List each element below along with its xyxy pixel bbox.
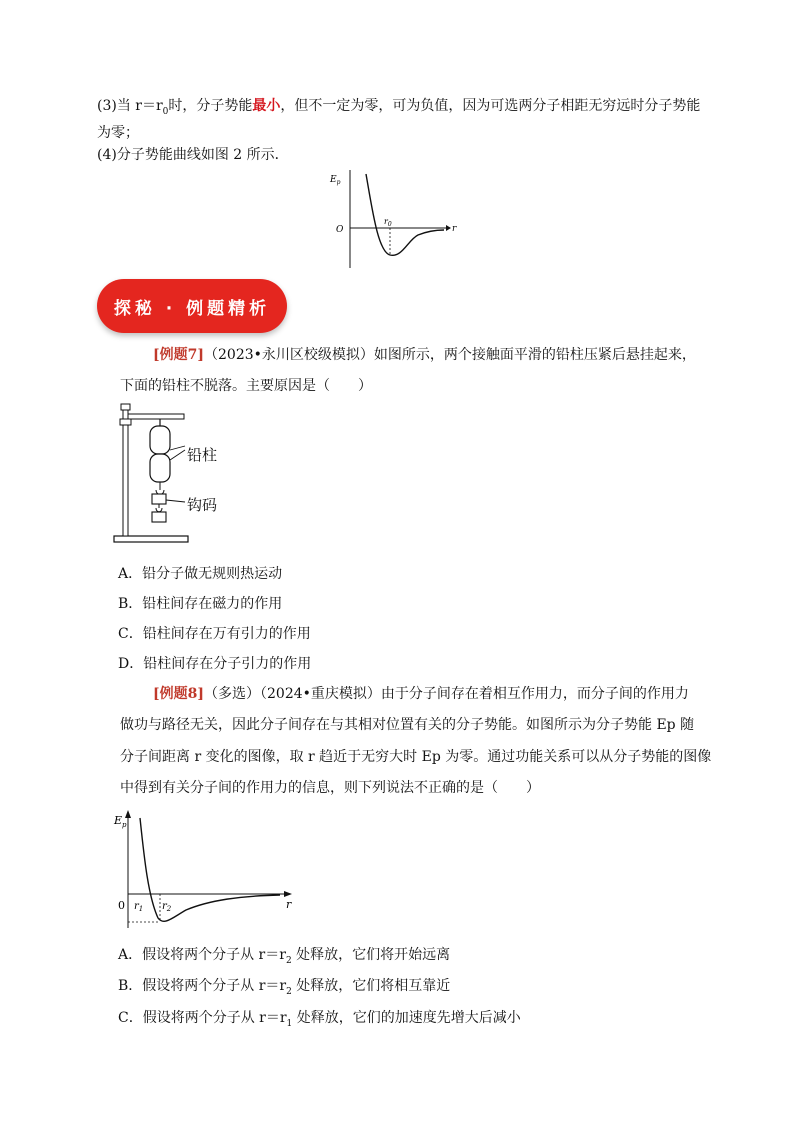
apparatus-stand: [123, 408, 128, 536]
example7-line1: [153, 345, 696, 365]
fig8-xlabel: r: [286, 898, 292, 911]
banner-text: 探秘 · 例题精析: [113, 298, 271, 319]
example7-option-b: B．铅柱间存在磁力的作用: [118, 596, 283, 612]
fig2-curve: [366, 174, 444, 255]
point-4: (4)分子势能曲线如图 2 所示．: [97, 147, 289, 163]
example7-option-c: C．铅柱间存在万有引力的作用: [118, 626, 311, 642]
fig8-r2-label: $r_2$: [162, 901, 172, 913]
fig2-xlabel: r: [452, 224, 457, 234]
fig8-curve: [140, 818, 280, 921]
lead-cylinder-top: [150, 426, 170, 454]
point-3-text-c: ，但不一定为零，可为负值，因为可选两分子相距无穷远时分子势能: [280, 98, 701, 114]
lower-hook: [156, 482, 164, 495]
weight-2: [152, 512, 166, 522]
point-3-line1: [97, 96, 700, 122]
weight-label: 钩码: [187, 496, 218, 514]
fig8-r1-label: $r_1$: [134, 901, 144, 913]
lead-label: 铅柱: [187, 446, 218, 464]
apparatus-arm: [128, 414, 184, 419]
example8-line1: [153, 684, 689, 704]
weight-1: [152, 494, 166, 504]
fig2-ylabel: $E_p$: [330, 175, 341, 186]
point-3-text-a: (3)当 r＝r: [97, 98, 163, 114]
lead-cylinder-bottom: [150, 454, 170, 482]
apparatus-base: [114, 536, 188, 542]
fig2-origin: O: [336, 225, 344, 235]
example7-line1-text: （2023•永川区校级模拟）如图所示，两个接触面平滑的铅柱压紧后悬挂起来，: [204, 347, 696, 363]
arm-clamp: [120, 419, 131, 425]
example8-option-b: B．假设将两个分子从 $r=r_2$ 处释放，它们将相互靠近: [118, 978, 451, 997]
fig8-x-arrow: [284, 891, 292, 897]
example8-potential-curve: [110, 806, 300, 930]
fig8-y-arrow: [125, 810, 131, 818]
example7-label: [例题7]: [153, 347, 204, 363]
example7-option-d: D．铅柱间存在分子引力的作用: [118, 656, 312, 672]
weight-leader: [166, 500, 185, 502]
example7-option-a: A．铅分子做无规则热运动: [118, 566, 283, 582]
point-3-emphasis: 最小: [252, 98, 281, 114]
fig8-ylabel: $E_p$: [114, 814, 127, 829]
lead-cylinder-apparatus: [110, 400, 230, 550]
stand-top: [121, 404, 130, 410]
example8-line3: 分子间距离 r 变化的图像，取 r 趋近于无穷大时 Ep 为零。通过功能关系可以从分子势能的图像: [120, 749, 712, 765]
example8-line1-text: （多选）（2024•重庆模拟）由于分子间存在着相互作用力，而分子间的作用力: [204, 686, 689, 702]
fig2-x-arrow: [446, 225, 451, 231]
point-3-text-b: 时，分子势能: [168, 98, 253, 114]
example7-line2: 下面的铅柱不脱落。主要原因是（ ）: [120, 378, 372, 394]
fig2-r0-label: $r_0$: [384, 217, 392, 228]
example8-line2: 做功与路径无关，因此分子间存在与其相对位置有关的分子势能。如图所示为分子势能 Ep 随: [120, 717, 695, 733]
point-3-sub: 0: [162, 106, 169, 117]
section-banner: [97, 279, 287, 333]
weight-hook: [156, 504, 162, 512]
example8-line4: 中得到有关分子间的作用力的信息，则下列说法不正确的是（ ）: [120, 780, 540, 796]
lead-leader-1: [170, 446, 185, 450]
figure-2-potential-curve: [320, 168, 460, 272]
lead-leader-2: [170, 450, 185, 460]
fig8-origin: 0: [118, 899, 125, 912]
example8-option-a: A．假设将两个分子从 $r=r_2$ 处释放，它们将开始远离: [118, 947, 451, 966]
example8-label: [例题8]: [153, 686, 204, 702]
example8-option-c: C．假设将两个分子从 $r=r_1$ 处释放，它们的加速度先增大后减小: [118, 1010, 521, 1029]
point-3-line2: 为零；: [97, 125, 139, 141]
